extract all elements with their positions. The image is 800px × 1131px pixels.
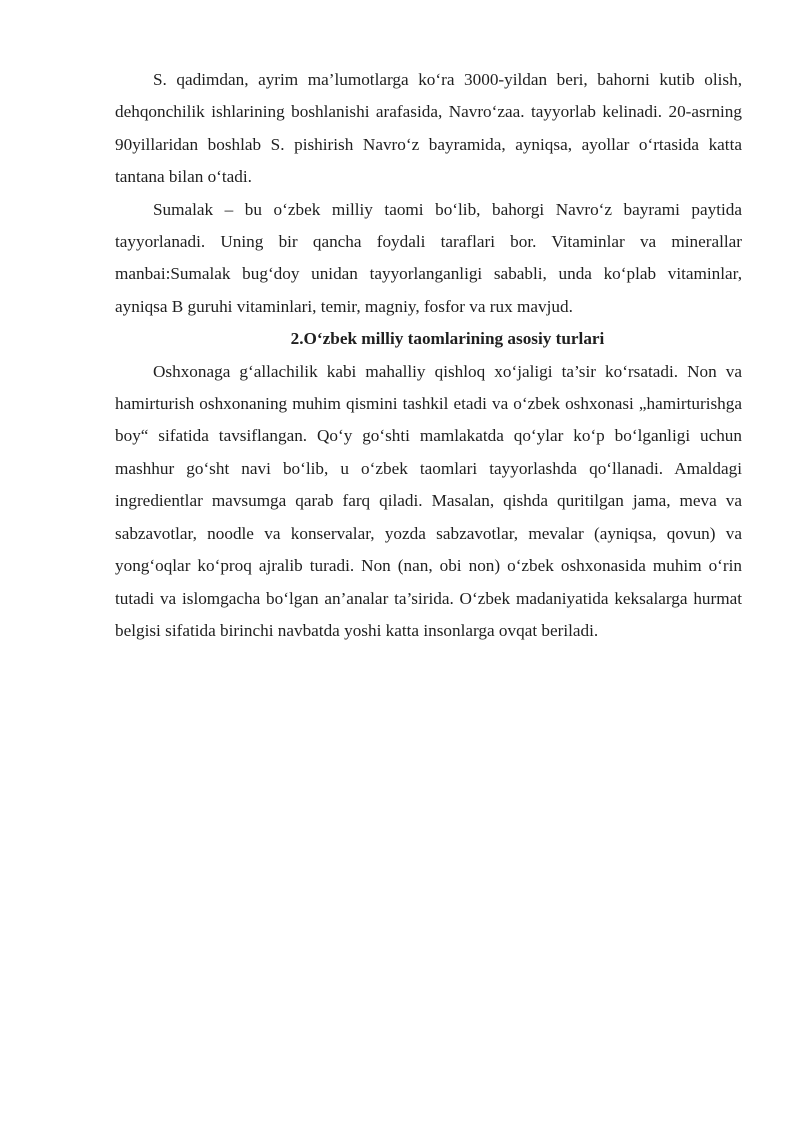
paragraph-sumalak-benefits: Sumalak – bu o‘zbek milliy taomi bo‘lib, bahorgi Navro‘z bayrami paytida tayyorlanadi. Uning bir qancha foydali taraflari bor. Vitaminlar va minerallar manbai:Sumalak bug‘doy unidan tayyorlanganligi sababli, unda ko‘plab vitaminlar, ayniqsa B guruhi vitaminlari, temir, magniy, fosfor va rux mavjud. bbox=[115, 199, 742, 316]
paragraph-sumalak-history: S. qadimdan, ayrim ma’lumotlarga ko‘ra 3000-yildan beri, bahorni kutib olish, dehqonchilik ishlarining boshlanishi arafasida, Navro‘zaa. tayyorlab kelinadi. 20-asrning 90yillaridan boshlab S. pishirish Navro‘z bayramida, ayniqsa, ayollar o‘rtasida katta tantana bilan o‘tadi. bbox=[115, 70, 742, 187]
document-page bbox=[115, 64, 742, 647]
section-heading: 2.O‘zbek milliy taomlarining asosiy turlari bbox=[290, 329, 605, 349]
paragraph-cuisine-overview: Oshxonaga g‘allachilik kabi mahalliy qishloq xo‘jaligi ta’sir ko‘rsatadi. Non va hamirturish oshxonaning muhim qismini tashkil etadi va o‘zbek oshxonasi „hamirturishga boy“ sifatida tavsiflangan. Qo‘y go‘shti mamlakatda qo‘ylar ko‘p bo‘lganligi uchun mashhur go‘sht navi bo‘lib, u o‘zbek taomlari tayyorlashda qo‘llanadi. Amaldagi ingredientlar mavsumga qarab farq qiladi. Masalan, qishda quritilgan jama, meva va sabzavotlar, noodle va konservalar, yozda sabzavotlar, mevalar (ayniqsa, qovun) va yong‘oqlar ko‘proq ajralib turadi. Non (nan, obi non) o‘zbek oshxonasida muhim o‘rin tutadi va islomgacha bo‘lgan an’analar ta’sirida. O‘zbek madaniyatida keksalarga hurmat belgisi sifatida birinchi navbatda yoshi katta insonlarga ovqat beriladi. bbox=[115, 361, 742, 640]
